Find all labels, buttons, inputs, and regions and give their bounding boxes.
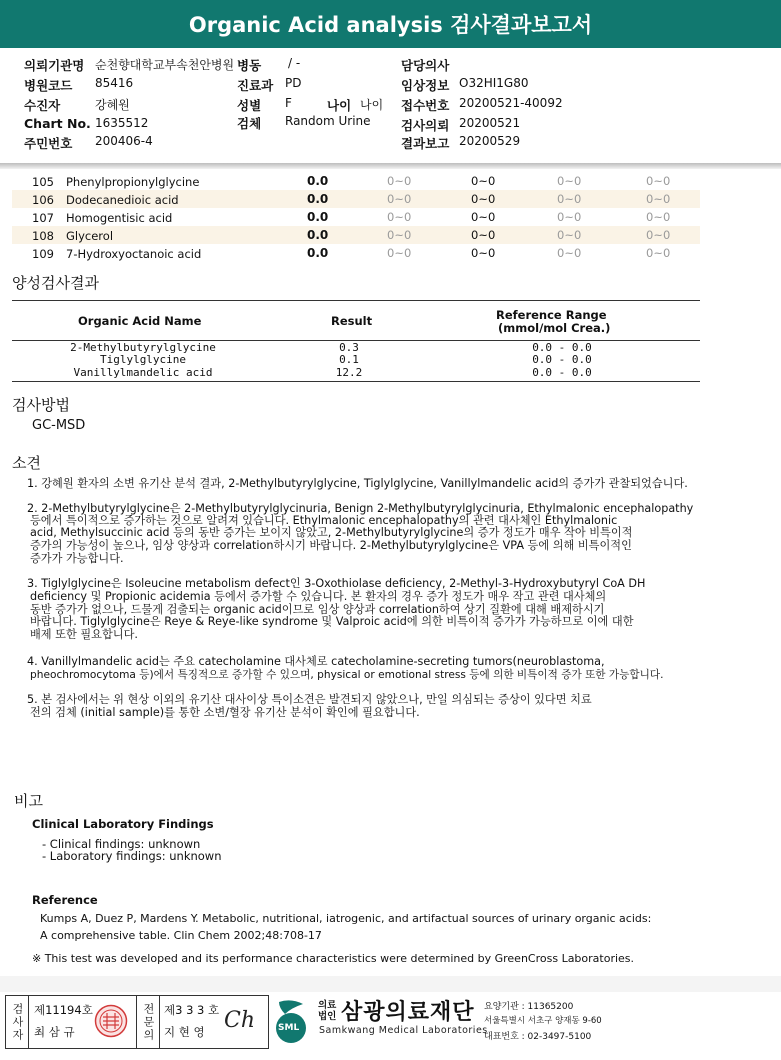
org-prefix: 의료 법인 (318, 1000, 337, 1022)
positive-row (12, 353, 700, 366)
row-number: 106 (32, 193, 54, 207)
col-header-ref-1: Reference Range (496, 308, 607, 322)
institution-code: 요양기관 : 11365200 (484, 1002, 574, 1012)
remarks-section-title: 비고 (14, 792, 43, 810)
finding-2-line-2: 등에서 특이적으로 증가하는 것으로 알려져 있습니다. Ethylmalonic encephalopathy의 관련 대사체인 Ethylmalonic (30, 514, 618, 527)
result-row (12, 226, 700, 244)
org-english-name: Samkwang Medical Laboratories (319, 1025, 488, 1036)
analyte-name: Glycerol (66, 229, 114, 243)
finding-5-line-2: 전의 검체 (initial sample)를 통한 소변/혈장 유기산 분석이 확인에 필요합니다. (30, 706, 420, 719)
laboratory-findings-line: - Laboratory findings: unknown (42, 849, 222, 863)
finding-2-line-4: 증가의 가능성이 높으나, 임상 양상과 correlation하시기 바랍니다. 2-Methylbutyrylglycine은 VPA 등에 의해 비특이적인 (30, 539, 632, 552)
sml-logo (271, 998, 311, 1044)
range-1: 0~0 (387, 228, 412, 242)
positive-result: 0.1 (339, 353, 359, 366)
result-value: 0.0 (307, 174, 329, 188)
finding-1: 1. 강혜원 환자의 소변 유기산 분석 결과, 2-Methylbutyrylglycine, Tiglylglycine, Vanillylmandelic acid의 증가가 관찰되었습니다. (27, 477, 688, 490)
report-title-bar (0, 0, 781, 48)
clinical-findings-line: - Clinical findings: unknown (42, 837, 201, 851)
report-title: Organic Acid analysis 검사결과보고서 (188, 13, 593, 37)
patient-value: 강혜원 (95, 98, 130, 112)
positive-result: 0.3 (339, 341, 359, 354)
positive-name: 2-Methylbutyrylglycine (70, 341, 216, 354)
positive-table-bottom-rule (12, 381, 700, 382)
range-3: 0~0 (557, 228, 582, 242)
sex-label: 성별 (237, 98, 262, 113)
range-4: 0~0 (646, 174, 671, 188)
reference-line-2: A comprehensive table. Clin Chem 2002;48:708-17 (40, 929, 322, 942)
receipt-value: 20200521-40092 (459, 96, 563, 110)
hospital-code-label: 병원코드 (24, 78, 73, 93)
chart-label: Chart No. (24, 116, 91, 131)
specimen-label: 검체 (237, 116, 262, 131)
ward-label: 병동 (237, 58, 262, 73)
chart-value: 1635512 (95, 116, 149, 130)
col-header-ref-2: (mmol/mol Crea.) (498, 321, 611, 335)
hospital-value: 순천향대학교부속천안병원 (95, 58, 235, 72)
finding-4-line-1: 4. Vanillylmandelic acid는 주요 catecholamine 대사체로 catecholamine-secreting tumors(neuroblastoma, (27, 655, 605, 668)
positive-reference: 0.0 - 0.0 (532, 366, 592, 379)
examiner-license: 제11194호 (34, 1003, 93, 1017)
signature-box (5, 995, 269, 1049)
row-number: 105 (32, 175, 54, 189)
finding-3-line-3: 동반 증가가 없으나, 드물게 검출되는 organic acid이므로 임상 양상과 correlation하여 상기 질환에 대해 배제하시기 (30, 603, 605, 616)
range-4: 0~0 (646, 246, 671, 260)
positive-result: 12.2 (335, 366, 363, 379)
positive-table-top-rule (12, 300, 700, 301)
range-4: 0~0 (646, 192, 671, 206)
range-2: 0~0 (471, 192, 496, 206)
disclaimer-note: ※ This test was developed and its performance characteristics were determined by GreenCross Laboratories. (32, 952, 635, 965)
range-2: 0~0 (471, 210, 496, 224)
range-3: 0~0 (557, 210, 582, 224)
row-number: 108 (32, 229, 54, 243)
receipt-label: 접수번호 (401, 98, 450, 113)
specialist-label: 전문의 (136, 996, 160, 1048)
result-value: 0.0 (307, 246, 329, 260)
org-address: 서울특별시 서초구 양재동 9-60 (484, 1016, 602, 1026)
header-shadow-divider (0, 163, 781, 169)
results-table (12, 172, 700, 262)
col-header-result: Result (331, 314, 373, 328)
org-name: 삼광의료재단 (341, 1000, 475, 1025)
doctor-label: 담당의사 (401, 58, 450, 73)
reference-title: Reference (32, 893, 98, 907)
specialist-license: 제3 3 3 호 (164, 1003, 220, 1017)
range-1: 0~0 (387, 210, 412, 224)
result-value: 0.0 (307, 228, 329, 242)
dept-label: 진료과 (237, 78, 274, 93)
positive-reference: 0.0 - 0.0 (532, 341, 592, 354)
row-number: 107 (32, 211, 54, 225)
analyte-name: Phenylpropionylglycine (66, 175, 200, 189)
finding-3-line-5: 배제 또한 필요합니다. (30, 628, 138, 641)
clinical-value: O32HI1G80 (459, 76, 529, 90)
range-2: 0~0 (471, 228, 496, 242)
result-row (12, 172, 700, 190)
positive-reference: 0.0 - 0.0 (532, 353, 592, 366)
footer-divider (0, 976, 781, 992)
specimen-value: Random Urine (285, 114, 371, 128)
range-3: 0~0 (557, 192, 582, 206)
range-2: 0~0 (471, 246, 496, 260)
id-value: 200406-4 (95, 134, 153, 148)
org-phone: 대표번호 : 02-3497-5100 (484, 1032, 592, 1042)
request-value: 20200521 (459, 116, 521, 130)
patient-label: 수진자 (24, 98, 61, 113)
clinical-findings-title: Clinical Laboratory Findings (32, 817, 214, 831)
finding-2-line-1: 2. 2-Methylbutyrylglycine은 2-Methylbutyrylglycinuria, Benign 2-Methylbutyrylglycinuria, Ethylmalonic encephalopathy (27, 502, 694, 515)
examiner-seal (94, 1004, 128, 1038)
finding-3-line-2: deficiency 및 Propionic acidemia 등에서 증가할 수 있습니다. 본 환자의 경우 증가 정도가 매우 작고 관련 대사체의 (30, 590, 607, 603)
range-1: 0~0 (387, 174, 412, 188)
id-label: 주민번호 (24, 136, 73, 151)
positive-name: Vanillylmandelic acid (73, 366, 213, 379)
ward-value: / - (288, 56, 301, 70)
positive-name: Tiglylglycine (99, 353, 187, 366)
dept-value: PD (285, 76, 302, 90)
range-2: 0~0 (471, 174, 496, 188)
reference-line-1: Kumps A, Duez P, Mardens Y. Metabolic, nutritional, iatrogenic, and artifactual sources of urinary organic acids: (40, 912, 652, 925)
range-3: 0~0 (557, 174, 582, 188)
result-row (12, 208, 700, 226)
hospital-label: 의뢰기관명 (24, 58, 85, 73)
range-4: 0~0 (646, 210, 671, 224)
report-label: 결과보고 (401, 136, 450, 151)
finding-2-line-3: acid, Methylsuccinic acid 등의 동반 증가는 보이지 않았고, 2-Methylbutyrylglycine의 증가 정도가 매우 작아 비특이적 (30, 526, 633, 539)
finding-3-line-4: 바랍니다. Tiglylglycine은 Reye & Reye-like syndrome 및 Valproic acid에 의한 비특이적 증가가 가능하므로 이에 대한 (30, 615, 634, 628)
row-number: 109 (32, 247, 54, 261)
analyte-name: 7-Hydroxyoctanoic acid (66, 247, 202, 261)
age-value: 나이 (360, 98, 384, 112)
clinical-label: 임상정보 (401, 78, 450, 93)
result-row (12, 244, 700, 262)
col-header-name: Organic Acid Name (78, 314, 202, 328)
method-value: GC-MSD (32, 418, 86, 433)
finding-3-line-1: 3. Tiglylglycine은 Isoleucine metabolism defect인 3-Oxothiolase deficiency, 2-Methyl-3-Hydroxybutyryl CoA DH (27, 577, 646, 590)
finding-5-line-1: 5. 본 검사에서는 위 현상 이외의 유기산 대사이상 특이소견은 발견되지 않았으나, 만일 의심되는 증상이 있다면 치료 (27, 693, 592, 706)
examiner-label: 검사자 (6, 996, 29, 1048)
positive-section-title: 양성검사결과 (12, 274, 99, 292)
hospital-code-value: 85416 (95, 76, 134, 90)
range-1: 0~0 (387, 246, 412, 260)
result-value: 0.0 (307, 192, 329, 206)
positive-row (12, 366, 700, 379)
finding-4-line-2: pheochromocytoma 등)에서 특징적으로 증가할 수 있으며, physical or emotional stress 등에 의한 비특이적 증가 또한 가능합니다. (30, 669, 664, 681)
findings-section-title: 소견 (12, 454, 41, 472)
method-section-title: 검사방법 (12, 396, 70, 414)
age-label: 나이 (327, 98, 352, 113)
logo-text: SML (278, 1023, 300, 1033)
patient-info (0, 48, 781, 163)
range-3: 0~0 (557, 246, 582, 260)
specialist-signature: Ch (224, 1008, 256, 1033)
range-4: 0~0 (646, 228, 671, 242)
report-value: 20200529 (459, 134, 521, 148)
analyte-name: Dodecanedioic acid (66, 193, 179, 207)
result-value: 0.0 (307, 210, 329, 224)
analyte-name: Homogentisic acid (66, 211, 173, 225)
request-label: 검사의뢰 (401, 118, 450, 133)
specialist-name: 지 현 영 (164, 1025, 205, 1039)
finding-2-line-5: 증가가 가능합니다. (30, 552, 124, 565)
range-1: 0~0 (387, 192, 412, 206)
result-row (12, 190, 700, 208)
sex-value: F (285, 96, 292, 110)
examiner-name: 최 삼 규 (34, 1025, 75, 1039)
